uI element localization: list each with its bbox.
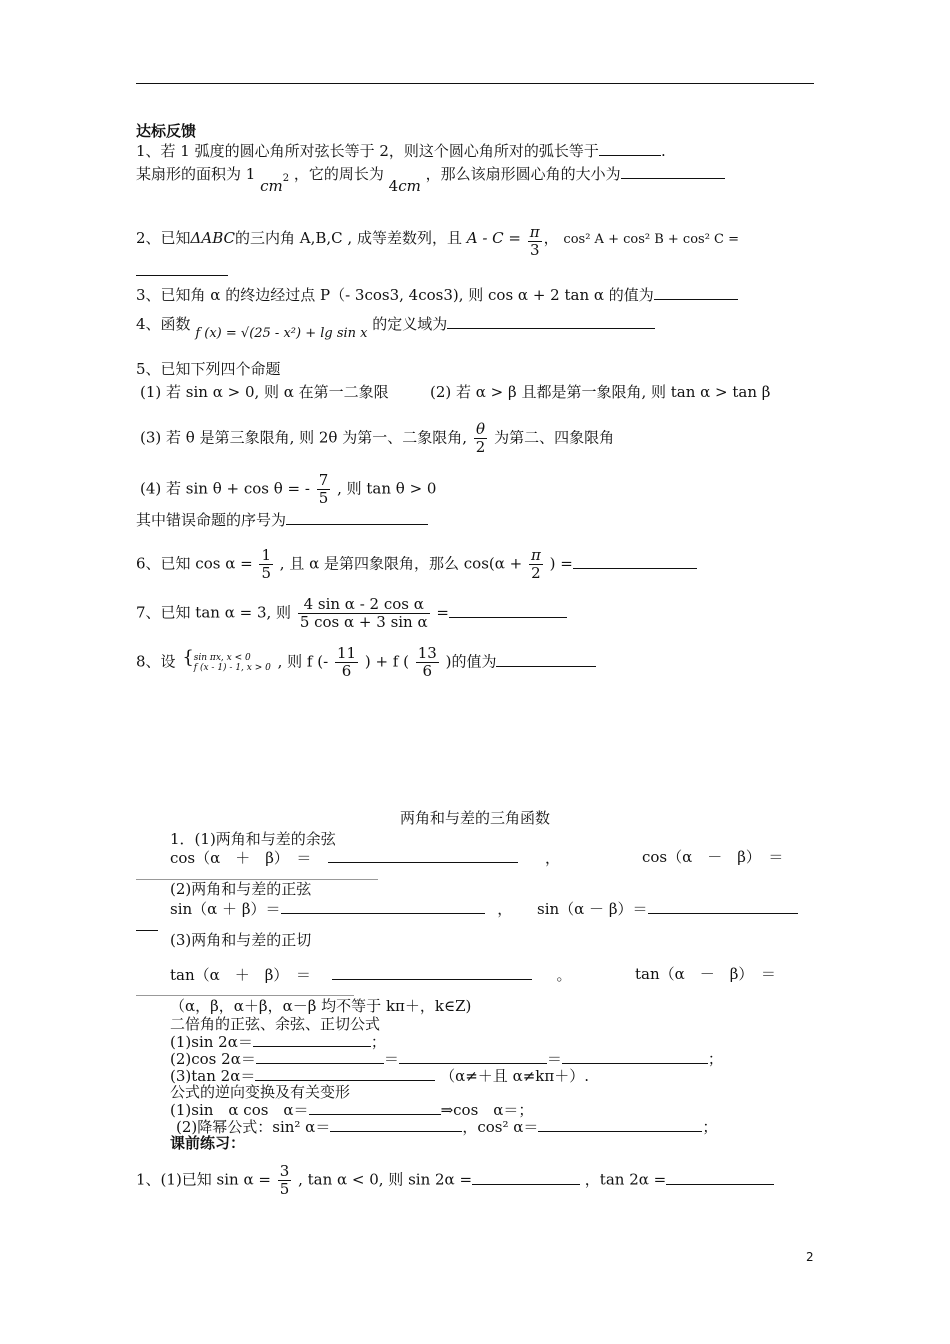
question-6: 6、已知 cos α = $\frac{1}{5}$ , 且 α 是第四象限角，那么 cos(α + $\frac{\pi}{2}$ ) = [136, 547, 697, 582]
practice-question-1: 1、(1)已知 sin α = $\frac{3}{5}$ , tan α < 0, 则 sin 2α = ，tan 2α = [136, 1163, 774, 1198]
formula-line: （α，β，α＋β，α－β 均不等于 kπ＋，k∈Z) [170, 997, 472, 1015]
formula-line: cos（α ＋ β） ＝ ， [170, 849, 561, 867]
practice-heading: 课前练习： [170, 1134, 246, 1152]
answer-line [136, 995, 354, 996]
formula-line: tan（α ＋ β） ＝ 。 [170, 966, 572, 984]
proposition-1: (1) 若 sin α > 0, 则 α 在第一二象限 [140, 383, 389, 401]
page-number: 2 [806, 1250, 814, 1264]
piecewise-function: { sin πx, x < 0 f (x - 1) - 1, x > 0 [182, 646, 271, 673]
formula-line: 二倍角的正弦、余弦、正切公式 [170, 1015, 381, 1033]
question-5: 5、已知下列四个命题 [136, 360, 281, 378]
proposition-4: (4) 若 sin θ + cos θ = - $\frac{7}{5}$ , 则 tan θ > 0 [140, 471, 437, 507]
question-1a: 1、若 1 弧度的圆心角所对弦长等于 2，则这个圆心角所对的弧长等于 . [136, 142, 666, 160]
question-5-ask: 其中错误命题的序号为 [136, 510, 428, 529]
formula-line: (1)sin α cos α＝ ⇒cos α＝； [170, 1101, 534, 1119]
question-3: 3、已知角 α 的终边经过点 P（- 3cos3, 4cos3), 则 cos α + 2 tan α 的值为 [136, 285, 738, 304]
answer-line [136, 930, 158, 931]
formula-line: (1)sin 2α＝ ； [170, 1033, 386, 1051]
answer-line-2 [136, 275, 228, 276]
proposition-3: (3) 若 θ 是第三象限角, 则 2θ 为第一、二象限角, $\frac{\theta}{2}$ 为第二、四象限角 [140, 420, 615, 456]
formula-line: (2)两角和与差的正弦 [170, 880, 312, 898]
formula-line: sin（α － β）＝ [537, 899, 798, 918]
formula-line: (3)tan 2α＝ （α≠＋且 α≠kπ＋）. [170, 1067, 589, 1085]
question-2: 2、已知ΔABC的三内角 A,B,C , 成等差数列，且 A - C = $\frac{\pi}{3}$ ， cos² A + cos² B + cos² C = [136, 223, 740, 259]
section-heading: 两角和与差的三角函数 [399, 809, 550, 827]
formula-line: (2)降幂公式：sin² α＝ ，cos² α＝ ； [176, 1118, 718, 1136]
question-7: 7、已知 tan α = 3, 则 $\frac{\text{4 sin α - 2 cos α}}{\text{5 cos α + 3 sin α}}$ = [136, 596, 567, 631]
formula-line: (2)cos 2α＝ ＝ ＝ ； [170, 1050, 723, 1068]
formula-line: 1．(1)两角和与差的余弦 [170, 830, 336, 848]
formula-line: cos（α － β） ＝ [642, 848, 784, 866]
section-title: 达标反馈 [136, 122, 197, 140]
question-1b: 某扇形的面积为 1 $cm^2$ ，它的周长为 4cm ，那么该扇形圆心角的大小为 [136, 162, 725, 183]
formula-line: 公式的逆向变换及有关变形 [170, 1083, 351, 1101]
formula-line: sin（α ＋ β）＝ ， [170, 900, 513, 918]
proposition-2: (2) 若 α > β 且都是第一象限角, 则 tan α > tan β [430, 383, 771, 401]
header-rule [136, 83, 814, 84]
formula-line: tan（α － β） ＝ [635, 965, 776, 983]
question-8: 8、设 { sin πx, x < 0 f (x - 1) - 1, x > 0 , 则 f (- $\frac{11}{6}$ ) + f ( $\frac{13}{6}$ )的值为 [136, 645, 596, 680]
question-4: 4、函数 f (x) = √(25 - x²) + lg sin x 的定义域为 [136, 314, 655, 335]
formula-line: (3)两角和与差的正切 [170, 931, 312, 949]
